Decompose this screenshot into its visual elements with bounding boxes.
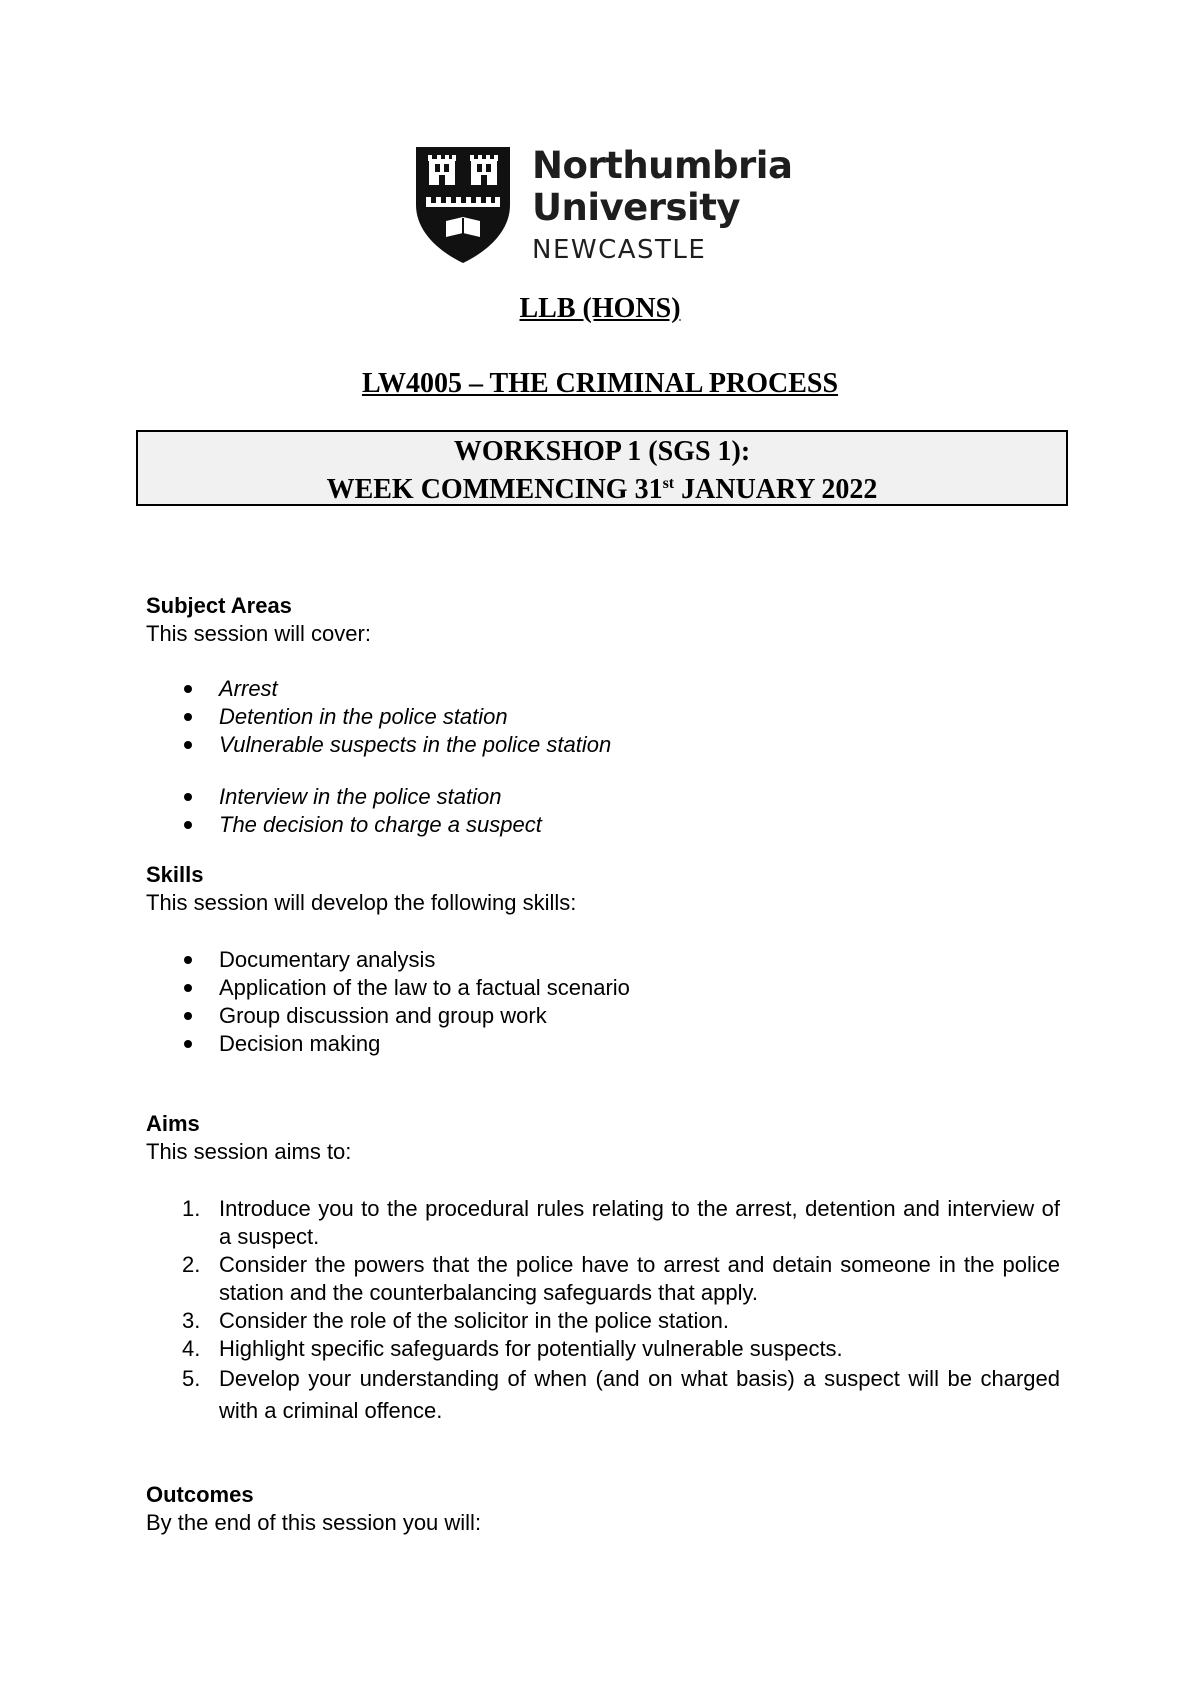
workshop-box <box>136 430 1068 506</box>
logo-name-line1: Northumbria <box>532 144 793 187</box>
workshop-title: WORKSHOP 1 (SGS 1): <box>453 436 751 467</box>
skills-intro: This session will develop the following skills: <box>146 890 577 915</box>
list-item: Group discussion and group work <box>146 1002 1060 1030</box>
list-item: Interview in the police station <box>146 783 1060 811</box>
programme-title: LLB (HONS) <box>519 293 681 324</box>
subject-areas-list-1 <box>146 675 1060 759</box>
list-item: 3. Consider the role of the solicitor in the police station. <box>182 1308 729 1333</box>
list-item: Documentary analysis <box>146 946 1060 974</box>
outcomes-heading: Outcomes <box>146 1482 254 1507</box>
list-item: 1. Introduce you to the procedural rules relating to the arrest, detention and interview of a suspect. <box>182 1196 1060 1249</box>
list-item: The decision to charge a suspect <box>146 811 1060 839</box>
list-item: Decision making <box>146 1030 1060 1058</box>
aims-list <box>146 1195 1060 1427</box>
aims-heading: Aims <box>146 1111 200 1136</box>
list-item: Application of the law to a factual scenario <box>146 974 1060 1002</box>
skills-list <box>146 946 1060 1058</box>
logo-city: NEWCASTLE <box>532 235 707 265</box>
document-body <box>146 592 1060 1537</box>
subject-areas-list-2 <box>146 783 1060 839</box>
subject-areas-heading: Subject Areas <box>146 593 292 618</box>
list-item: 4. Highlight specific safeguards for potentially vulnerable suspects. <box>182 1336 843 1361</box>
week-commencing: WEEK COMMENCING 31st JANUARY 2022 <box>326 474 878 505</box>
aims-intro: This session aims to: <box>146 1139 352 1164</box>
list-item: 5. Develop your understanding of when (and on what basis) a suspect will be charged with a criminal offence. <box>182 1366 1060 1423</box>
subject-areas-intro: This session will cover: <box>146 621 371 646</box>
list-item: 2. Consider the powers that the police have to arrest and detain someone in the police station and the counterbalancing safeguards that apply. <box>182 1252 1060 1305</box>
university-logo <box>416 144 796 267</box>
university-crest-icon <box>416 147 510 263</box>
skills-heading: Skills <box>146 862 204 887</box>
list-item: Vulnerable suspects in the police station <box>146 731 1060 759</box>
outcomes-intro: By the end of this session you will: <box>146 1510 482 1535</box>
logo-name-line2: University <box>532 186 741 229</box>
module-title: LW4005 – THE CRIMINAL PROCESS <box>361 368 839 399</box>
list-item: Arrest <box>146 675 1060 703</box>
list-item: Detention in the police station <box>146 703 1060 731</box>
